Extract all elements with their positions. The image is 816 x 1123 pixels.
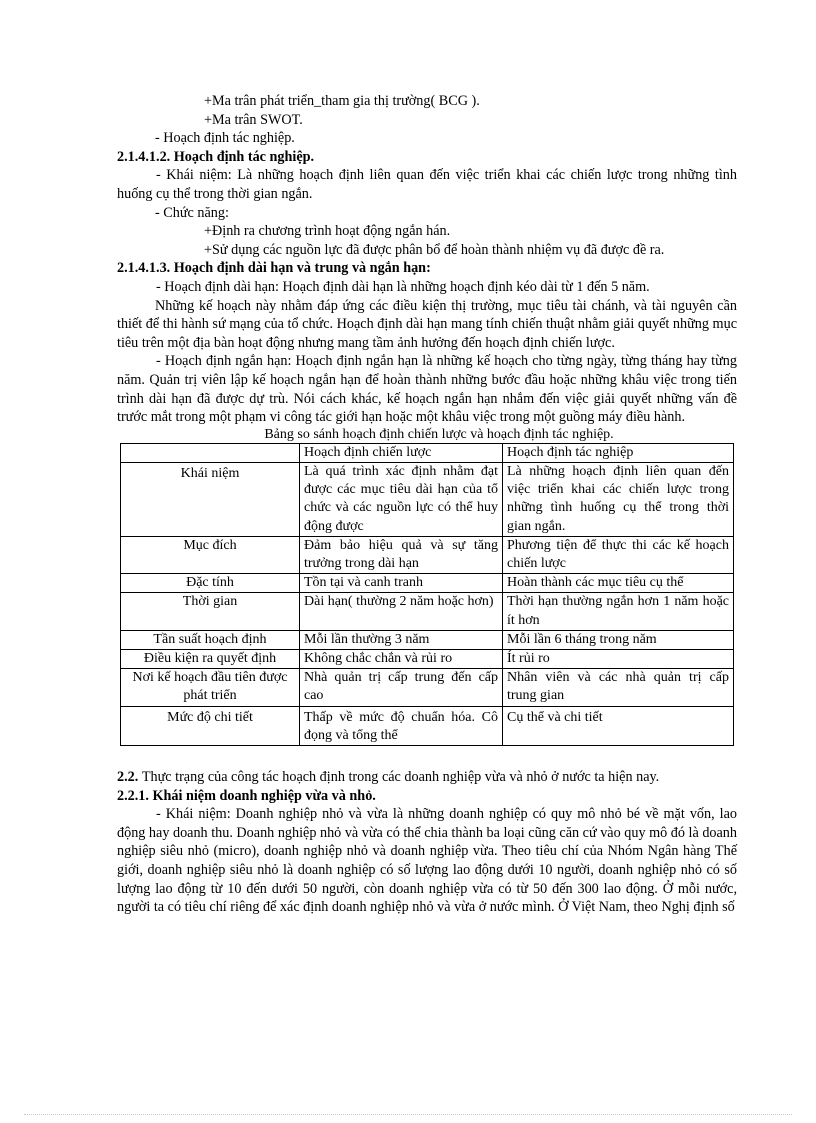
table-cell: Cụ thể và chi tiết bbox=[503, 706, 734, 745]
table-cell: Là quá trình xác định nhằm đạt được các mục tiêu dài hạn của tổ chức và các nguồn lực có thể huy động được bbox=[300, 462, 503, 536]
header-cell-tac-nghiep: Hoạch định tác nghiệp bbox=[503, 443, 734, 462]
comparison-table bbox=[120, 443, 734, 746]
table-header-row bbox=[121, 443, 734, 462]
table-row bbox=[121, 706, 734, 745]
chuc-nang-item-1: +Định ra chương trình hoạt động ngắn hán. bbox=[204, 223, 451, 240]
row-label: Nơi kế hoạch đầu tiên được phát triển bbox=[121, 669, 300, 706]
table-row bbox=[121, 462, 734, 536]
chuc-nang-item-2: +Sử dụng các nguồn lực đã được phân bổ để hoàn thành nhiệm vụ đã được đề ra. bbox=[204, 241, 665, 258]
table-cell: Là những hoạch định liên quan đến việc triển khai các chiến lược trong những tình huống cụ thể trong thời gian ngắn. bbox=[503, 462, 734, 536]
header-cell-empty bbox=[121, 443, 300, 462]
heading-21413: 2.1.4.1.3. Hoạch định dài hạn và trung và ngắn hạn: bbox=[117, 260, 431, 277]
table-caption: Bảng so sánh hoạch định chiến lược và hoạch định tác nghiệp. bbox=[264, 426, 614, 442]
table-cell: Nhân viên và các nhà quản trị cấp trung gian bbox=[503, 669, 734, 706]
nhung-ke-hoach-paragraph: Những kế hoạch này nhằm đáp ứng các điều kiện thị trường, mục tiêu tài chánh, và tài nguyên cần thiết để thi hành sứ mạng của tổ chức. Hoạch định dài hạn mang tính chiến thuật nhằm giải quyết những mục tiêu trên một địa bàn hoạt động nhưng mang tầm ảnh hưởng đến hoạch định chiến lược. bbox=[117, 297, 737, 351]
table-cell: Thấp về mức độ chuẩn hóa. Cô đọng và tổng thể bbox=[300, 706, 503, 745]
table-row bbox=[121, 649, 734, 668]
dai-han-paragraph: - Hoạch định dài hạn: Hoạch định dài hạn là những hoạch định kéo dài từ 1 đến 5 năm. bbox=[156, 278, 650, 295]
swot-line: +Ma trân SWOT. bbox=[204, 111, 303, 128]
row-label: Khái niệm bbox=[121, 462, 300, 536]
table-cell: Dài hạn( thường 2 năm hoặc hơn) bbox=[300, 593, 503, 630]
chuc-nang-line: - Chức năng: bbox=[155, 204, 229, 221]
table-cell: Tồn tại và canh tranh bbox=[300, 574, 503, 593]
table-cell: Đảm bảo hiệu quả và sự tăng trưởng trong dài hạn bbox=[300, 536, 503, 573]
row-label: Đặc tính bbox=[121, 574, 300, 593]
table-cell: Không chắc chắn và rủi ro bbox=[300, 649, 503, 668]
table-row bbox=[121, 574, 734, 593]
table-cell: Hoàn thành các mục tiêu cụ thể bbox=[503, 574, 734, 593]
document-page bbox=[117, 92, 737, 917]
heading-21412: 2.1.4.1.2. Hoạch định tác nghiệp. bbox=[117, 148, 315, 165]
heading-221: 2.2.1. Khái niệm doanh nghiệp vừa và nhỏ. bbox=[117, 787, 376, 804]
row-label: Điều kiện ra quyết định bbox=[121, 649, 300, 668]
table-cell: Nhà quản trị cấp trung đến cấp cao bbox=[300, 669, 503, 706]
row-label: Mục đích bbox=[121, 536, 300, 573]
table-cell: Phương tiện để thực thi các kế hoạch chiến lược bbox=[503, 536, 734, 573]
bcg-line: +Ma trân phát triển_tham gia thị trường( BCG ). bbox=[204, 93, 480, 109]
table-row bbox=[121, 536, 734, 573]
table-cell: Thời hạn thường ngắn hơn 1 năm hoặc ít hơn bbox=[503, 593, 734, 630]
khai-niem-paragraph: - Khái niệm: Là những hoạch định liên quan đến việc triển khai các chiến lược trong những tình huống cụ thể trong thời gian ngắn. bbox=[117, 167, 737, 202]
heading-22 bbox=[117, 768, 737, 787]
header-cell-chien-luoc: Hoạch định chiến lược bbox=[300, 443, 503, 462]
table-cell: Mỗi lần 6 tháng trong năm bbox=[503, 630, 734, 649]
row-label: Mức độ chi tiết bbox=[121, 706, 300, 745]
ngan-han-paragraph: - Hoạch định ngắn hạn: Hoạch định ngắn hạn là những kế hoạch cho từng ngày, từng tháng hay từng năm. Quản trị viên lập kế hoạch ngắn hạn để hoàn thành những bước đầu hoặc những khâu việc trong tiến trình dài hạn đã được dự trù. Nói cách khác, kế hoạch ngắn hạn nhắm đến việc giải quyết những vấn đề trước mắt trong một phạm vi công tác giới hạn hoặc một khâu việc trong một guồng máy điều hành. bbox=[117, 353, 737, 426]
heading-22-text: Thực trạng của công tác hoạch định trong các doanh nghiệp vừa và nhỏ ở nước ta hiện nay. bbox=[141, 768, 660, 785]
table-row bbox=[121, 593, 734, 630]
table-cell: Mỗi lần thường 3 năm bbox=[300, 630, 503, 649]
heading-22-number: 2.2. bbox=[117, 768, 139, 785]
tac-nghiep-line: - Hoạch định tác nghiệp. bbox=[155, 130, 295, 147]
table-row bbox=[121, 630, 734, 649]
doanh-nghiep-paragraph: - Khái niệm: Doanh nghiệp nhỏ và vừa là những doanh nghiệp có quy mô nhỏ bé về mặt vốn, lao động hay doanh thu. Doanh nghiệp nhỏ và vừa có thể chia thành ba loại cũng căn cứ vào quy mô đó là doanh nghiệp siêu nhỏ (micro), doanh nghiệp nhỏ và doanh nghiệp vừa. Theo tiêu chí của Nhóm Ngân hàng Thế giới, doanh nghiệp siêu nhỏ là doanh nghiệp có số lượng lao động dưới 10 người, doanh nghiệp nhỏ có số lượng lao động từ 10 đến dưới 50 người, còn doanh nghiệp vừa có từ 50 đến 300 lao động. Ở mỗi nước, người ta có tiêu chí riêng để xác định doanh nghiệp nhỏ và vừa ở nước mình. Ở Việt Nam, theo Nghị định số bbox=[117, 806, 737, 916]
row-label: Tần suất hoạch định bbox=[121, 630, 300, 649]
table-row bbox=[121, 669, 734, 706]
table-cell: Ít rủi ro bbox=[503, 649, 734, 668]
page-bottom-divider bbox=[24, 1114, 792, 1115]
row-label: Thời gian bbox=[121, 593, 300, 630]
